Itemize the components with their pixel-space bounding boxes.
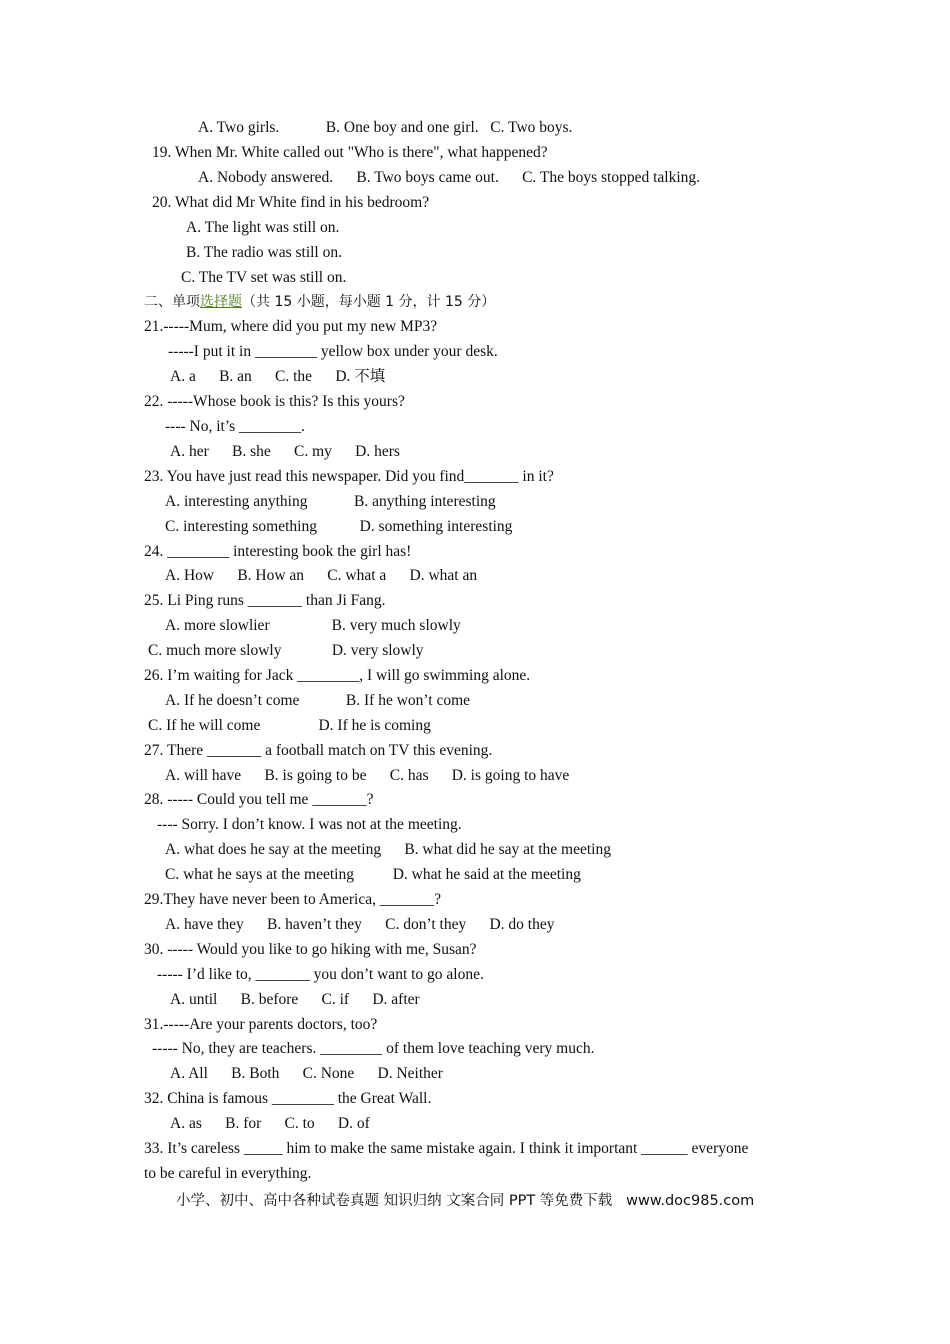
q25-options-ab: A. more slowlier B. very much slowly [165, 617, 461, 634]
q21-question: 21.-----Mum, where did you put my new MP3? [144, 318, 438, 335]
q28-options-ab: A. what does he say at the meeting B. what did he say at the meeting [165, 841, 611, 858]
q19-options: A. Nobody answered. B. Two boys came out. C. The boys stopped talking. [198, 169, 701, 186]
section-link[interactable]: 选择题 [200, 294, 242, 310]
q30-answer: ----- I’d like to, _______ you don’t want to go alone. [157, 966, 484, 983]
q20-option-c: C. The TV set was still on. [181, 269, 347, 286]
q23-options-ab: A. interesting anything B. anything interesting [165, 493, 496, 510]
q28-answer: ---- Sorry. I don’t know. I was not at the meeting. [157, 816, 462, 833]
q23-question: 23. You have just read this newspaper. Did you find_______ in it? [144, 468, 554, 485]
q30-options: A. until B. before C. if D. after [170, 991, 420, 1008]
q28-question: 28. ----- Could you tell me _______? [144, 791, 374, 808]
q23-options-cd: C. interesting something D. something interesting [165, 518, 513, 535]
section-suffix: （共 15 小题，每小题 1 分，计 15 分） [242, 294, 496, 310]
q21-answer: -----I put it in ________ yellow box under your desk. [168, 343, 498, 360]
q30-question: 30. ----- Would you like to go hiking with me, Susan? [144, 941, 477, 958]
q31-answer: ----- No, they are teachers. ________ of them love teaching very much. [152, 1040, 595, 1057]
q32-question: 32. China is famous ________ the Great Wall. [144, 1090, 432, 1107]
q20-option-b: B. The radio was still on. [186, 244, 342, 261]
q26-options-ab: A. If he doesn’t come B. If he won’t come [165, 692, 471, 709]
q27-options: A. will have B. is going to be C. has D. is going to have [165, 767, 570, 784]
section-heading [144, 292, 495, 312]
q31-question: 31.-----Are your parents doctors, too? [144, 1016, 378, 1033]
q29-options: A. have they B. haven’t they C. don’t they D. do they [165, 916, 555, 933]
q32-options: A. as B. for C. to D. of [170, 1115, 370, 1132]
q20-question: 20. What did Mr White find in his bedroom? [152, 194, 430, 211]
q33-question-cont: to be careful in everything. [144, 1165, 312, 1182]
q24-question: 24. ________ interesting book the girl has! [144, 543, 412, 560]
footer-text: 小学、初中、高中各种试卷真题 知识归纳 文案合同 PPT 等免费下载 www.doc985.com [176, 1193, 755, 1209]
q24-options: A. How B. How an C. what a D. what an [165, 567, 478, 584]
q18-options: A. Two girls. B. One boy and one girl. C. Two boys. [198, 119, 573, 136]
q28-options-cd: C. what he says at the meeting D. what he said at the meeting [165, 866, 581, 883]
q26-options-cd: C. If he will come D. If he is coming [148, 717, 431, 734]
q25-options-cd: C. much more slowly D. very slowly [148, 642, 424, 659]
q25-question: 25. Li Ping runs _______ than Ji Fang. [144, 592, 386, 609]
q26-question: 26. I’m waiting for Jack ________, I will go swimming alone. [144, 667, 531, 684]
q21-options: A. a B. an C. the D. 不填 [170, 368, 386, 385]
q20-option-a: A. The light was still on. [186, 219, 340, 236]
q22-options: A. her B. she C. my D. hers [170, 443, 400, 460]
q19-question: 19. When Mr. White called out "Who is there", what happened? [152, 144, 548, 161]
section-prefix: 二、单项 [144, 294, 200, 310]
q22-answer: ---- No, it’s ________. [165, 418, 305, 435]
q27-question: 27. There _______ a football match on TV this evening. [144, 742, 493, 759]
q31-options: A. All B. Both C. None D. Neither [170, 1065, 443, 1082]
q22-question: 22. -----Whose book is this? Is this yours? [144, 393, 405, 410]
q33-question: 33. It’s careless _____ him to make the same mistake again. I think it important ______ everyone [144, 1140, 749, 1157]
q29-question: 29.They have never been to America, _______? [144, 891, 441, 908]
